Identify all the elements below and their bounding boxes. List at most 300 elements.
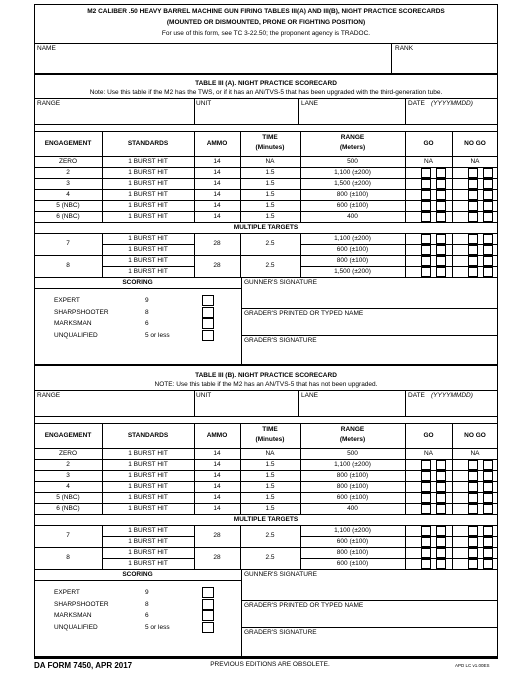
rule bbox=[194, 233, 195, 255]
no-go-checkbox[interactable] bbox=[468, 504, 478, 514]
rule bbox=[452, 459, 453, 470]
standard-cell: 1 BURST HIT bbox=[128, 257, 168, 264]
go-checkbox[interactable] bbox=[421, 190, 431, 200]
scoring-checkbox[interactable] bbox=[202, 295, 214, 306]
standard-cell: 1 BURST HIT bbox=[128, 538, 168, 545]
no-go-checkbox[interactable] bbox=[483, 504, 493, 514]
date-field[interactable] bbox=[407, 401, 496, 414]
rule bbox=[34, 98, 498, 99]
go-checkbox[interactable] bbox=[421, 526, 431, 536]
table-note: Note: Use this table if the M2 has the TWS, or if it has an AN/TVS-5 that has been upgraded with the third-generation tube. bbox=[89, 89, 443, 96]
go-checkbox[interactable] bbox=[436, 245, 446, 255]
go-checkbox[interactable] bbox=[421, 471, 431, 481]
engagement-cell: 3 bbox=[66, 180, 70, 187]
ammo-cell: 14 bbox=[213, 202, 221, 209]
rule bbox=[405, 470, 406, 481]
ammo-cell: 28 bbox=[213, 554, 221, 561]
no-go-checkbox[interactable] bbox=[468, 201, 478, 211]
gunner-signature-label: GUNNER'S SIGNATURE bbox=[244, 571, 317, 578]
scoring-checkbox[interactable] bbox=[202, 610, 214, 621]
scoring-checkbox[interactable] bbox=[202, 307, 214, 318]
no-go-checkbox[interactable] bbox=[483, 460, 493, 470]
rule bbox=[34, 277, 498, 278]
zero-cell: NA bbox=[265, 158, 275, 165]
no-go-checkbox[interactable] bbox=[483, 559, 493, 569]
no-go-checkbox[interactable] bbox=[483, 526, 493, 536]
ammo-cell: 14 bbox=[213, 494, 221, 501]
lane-field[interactable] bbox=[301, 401, 402, 414]
rule bbox=[452, 503, 453, 514]
standard-cell: 1 BURST HIT bbox=[128, 180, 168, 187]
no-go-checkbox[interactable] bbox=[483, 212, 493, 222]
rule bbox=[452, 167, 453, 178]
rule bbox=[194, 178, 195, 189]
no-go-checkbox[interactable] bbox=[468, 482, 478, 492]
no-go-checkbox[interactable] bbox=[468, 245, 478, 255]
time-cell: 1.5 bbox=[265, 202, 275, 209]
rule bbox=[194, 390, 195, 416]
date-label: DATE bbox=[408, 392, 425, 399]
rule bbox=[194, 470, 195, 481]
range-cell: 800 (±100) bbox=[336, 549, 369, 556]
go-checkbox[interactable] bbox=[436, 559, 446, 569]
time-cell: 1.5 bbox=[265, 213, 275, 220]
standard-cell: 1 BURST HIT bbox=[128, 505, 168, 512]
grader-name-field[interactable] bbox=[244, 319, 495, 333]
rule bbox=[102, 167, 103, 178]
range-field[interactable] bbox=[36, 401, 192, 414]
no-go-checkbox[interactable] bbox=[483, 245, 493, 255]
go-checkbox[interactable] bbox=[436, 537, 446, 547]
version-note: APD LC v1.00ES bbox=[455, 663, 490, 668]
rule bbox=[300, 156, 301, 167]
rule bbox=[300, 189, 301, 200]
rule bbox=[34, 73, 498, 75]
zero-cell: 1 BURST HIT bbox=[128, 158, 168, 165]
scoring-rating: MARKSMAN bbox=[54, 320, 92, 327]
no-go-checkbox[interactable] bbox=[468, 537, 478, 547]
rule bbox=[194, 448, 195, 459]
standard-cell: 1 BURST HIT bbox=[128, 483, 168, 490]
ammo-cell: 14 bbox=[213, 180, 221, 187]
rule bbox=[34, 124, 498, 125]
rule bbox=[34, 448, 498, 449]
engagement-cell: 6 (NBC) bbox=[56, 213, 80, 220]
rule bbox=[240, 481, 241, 492]
rule bbox=[240, 255, 241, 277]
no-go-checkbox[interactable] bbox=[468, 190, 478, 200]
unit-label: UNIT bbox=[196, 100, 212, 107]
zero-cell: ZERO bbox=[58, 158, 78, 165]
rule bbox=[102, 189, 103, 200]
no-go-checkbox[interactable] bbox=[468, 548, 478, 558]
go-checkbox[interactable] bbox=[436, 212, 446, 222]
go-checkbox[interactable] bbox=[421, 504, 431, 514]
rule bbox=[405, 156, 406, 167]
standard-cell: 1 BURST HIT bbox=[128, 213, 168, 220]
scoring-checkbox[interactable] bbox=[202, 330, 214, 341]
scoring-value: 6 bbox=[145, 612, 149, 619]
rule bbox=[34, 131, 498, 132]
scoring-rating: MARKSMAN bbox=[54, 612, 92, 619]
rule bbox=[391, 43, 392, 73]
scoring-rating: SHARPSHOOTER bbox=[54, 308, 109, 316]
rule bbox=[34, 288, 241, 289]
rule bbox=[34, 43, 498, 44]
rule bbox=[240, 459, 241, 470]
rule bbox=[405, 492, 406, 503]
col-standards: STANDARDS bbox=[127, 432, 169, 439]
col-time-unit: (Minutes) bbox=[255, 144, 285, 151]
no-go-checkbox[interactable] bbox=[483, 179, 493, 189]
rule bbox=[452, 470, 453, 481]
no-go-checkbox[interactable] bbox=[483, 267, 493, 277]
engagement-cell: 2 bbox=[66, 169, 70, 176]
no-go-checkbox[interactable] bbox=[483, 482, 493, 492]
ammo-cell: 14 bbox=[213, 191, 221, 198]
rule bbox=[452, 178, 453, 189]
engagement-cell: 2 bbox=[66, 461, 70, 468]
time-cell: 1.5 bbox=[265, 494, 275, 501]
no-go-checkbox[interactable] bbox=[483, 256, 493, 266]
rule bbox=[300, 448, 301, 459]
scoring-value: 9 bbox=[145, 297, 149, 304]
scoring-checkbox[interactable] bbox=[202, 622, 214, 633]
rule bbox=[452, 189, 453, 200]
go-checkbox[interactable] bbox=[421, 201, 431, 211]
engagement-cell: 8 bbox=[66, 262, 70, 269]
rule bbox=[102, 156, 103, 167]
gunner-signature-field[interactable] bbox=[244, 580, 495, 598]
rule bbox=[102, 459, 103, 470]
go-checkbox[interactable] bbox=[436, 168, 446, 178]
rule bbox=[240, 211, 241, 222]
no-go-checkbox[interactable] bbox=[483, 471, 493, 481]
scoring-value: 8 bbox=[145, 600, 149, 608]
rule bbox=[102, 211, 103, 222]
rule bbox=[405, 200, 406, 211]
rule bbox=[102, 536, 194, 537]
go-checkbox[interactable] bbox=[421, 168, 431, 178]
standard-cell: 1 BURST HIT bbox=[128, 268, 168, 275]
engagement-cell: 5 (NBC) bbox=[56, 202, 80, 209]
go-checkbox[interactable] bbox=[436, 504, 446, 514]
rule bbox=[240, 156, 241, 167]
go-checkbox[interactable] bbox=[421, 245, 431, 255]
no-go-checkbox[interactable] bbox=[483, 548, 493, 558]
no-go-checkbox[interactable] bbox=[483, 168, 493, 178]
rule bbox=[300, 167, 301, 178]
rule bbox=[194, 255, 195, 277]
scoring-rating: EXPERT bbox=[54, 589, 80, 596]
go-checkbox[interactable] bbox=[421, 267, 431, 277]
range-cell: 600 (±100) bbox=[336, 560, 369, 567]
no-go-checkbox[interactable] bbox=[468, 493, 478, 503]
engagement-cell: 5 (NBC) bbox=[56, 494, 80, 501]
rule bbox=[300, 178, 301, 189]
rule bbox=[405, 503, 406, 514]
name-label: NAME bbox=[37, 45, 56, 52]
scoring-value: 5 or less bbox=[145, 331, 170, 339]
no-go-checkbox[interactable] bbox=[483, 537, 493, 547]
rule bbox=[405, 459, 406, 470]
go-checkbox[interactable] bbox=[436, 471, 446, 481]
col-time-unit: (Minutes) bbox=[255, 436, 285, 443]
time-cell: 1.5 bbox=[265, 191, 275, 198]
time-cell: 2.5 bbox=[265, 532, 275, 539]
zero-cell: 500 bbox=[347, 158, 358, 165]
standard-cell: 1 BURST HIT bbox=[128, 472, 168, 479]
standard-cell: 1 BURST HIT bbox=[128, 560, 168, 567]
no-go-checkbox[interactable] bbox=[483, 234, 493, 244]
engagement-cell: 7 bbox=[66, 240, 70, 247]
standard-cell: 1 BURST HIT bbox=[128, 169, 168, 176]
no-go-checkbox[interactable] bbox=[468, 168, 478, 178]
time-cell: 2.5 bbox=[265, 554, 275, 561]
go-checkbox[interactable] bbox=[436, 482, 446, 492]
grader-name-label: GRADER'S PRINTED OR TYPED NAME bbox=[244, 602, 364, 609]
no-go-checkbox[interactable] bbox=[483, 493, 493, 503]
rule bbox=[194, 167, 195, 178]
zero-cell: NA bbox=[423, 158, 434, 165]
rule bbox=[452, 492, 453, 503]
no-go-checkbox[interactable] bbox=[468, 267, 478, 277]
scoring-checkbox[interactable] bbox=[202, 318, 214, 329]
ammo-cell: 28 bbox=[213, 262, 221, 269]
go-checkbox[interactable] bbox=[421, 256, 431, 266]
scoring-checkbox[interactable] bbox=[202, 587, 214, 598]
go-checkbox[interactable] bbox=[436, 548, 446, 558]
standard-cell: 1 BURST HIT bbox=[128, 202, 168, 209]
rule bbox=[240, 167, 241, 178]
go-checkbox[interactable] bbox=[436, 201, 446, 211]
range-field[interactable] bbox=[36, 109, 192, 122]
grader-name-field[interactable] bbox=[244, 611, 495, 625]
range-cell: 1,100 (±200) bbox=[334, 461, 371, 468]
rule bbox=[300, 200, 301, 211]
engagement-cell: 7 bbox=[66, 532, 70, 539]
go-checkbox[interactable] bbox=[436, 267, 446, 277]
lane-field[interactable] bbox=[301, 109, 402, 122]
col-go: GO bbox=[423, 432, 434, 439]
ammo-cell: 14 bbox=[213, 213, 221, 220]
rule bbox=[34, 416, 498, 417]
rule bbox=[194, 200, 195, 211]
rule bbox=[405, 448, 406, 459]
gunner-signature-label: GUNNER'S SIGNATURE bbox=[244, 279, 317, 286]
time-cell: 2.5 bbox=[265, 262, 275, 269]
scoring-rating: SHARPSHOOTER bbox=[54, 600, 109, 608]
rule bbox=[452, 211, 453, 222]
rule bbox=[241, 277, 242, 364]
col-ammo: AMMO bbox=[206, 432, 228, 439]
rule bbox=[405, 481, 406, 492]
go-checkbox[interactable] bbox=[421, 212, 431, 222]
go-checkbox[interactable] bbox=[436, 526, 446, 536]
rule bbox=[240, 448, 241, 459]
rule bbox=[194, 503, 195, 514]
go-checkbox[interactable] bbox=[436, 234, 446, 244]
rule bbox=[102, 481, 103, 492]
no-go-checkbox[interactable] bbox=[468, 234, 478, 244]
rule bbox=[34, 423, 498, 424]
rule bbox=[194, 481, 195, 492]
zero-cell: NA bbox=[470, 450, 480, 457]
ammo-cell: 14 bbox=[213, 505, 221, 512]
no-go-checkbox[interactable] bbox=[468, 212, 478, 222]
rule bbox=[241, 627, 498, 628]
no-go-checkbox[interactable] bbox=[468, 256, 478, 266]
form-number: DA FORM 7450, APR 2017 bbox=[34, 661, 133, 670]
table-title: TABLE III (B). NIGHT PRACTICE SCORECARD bbox=[195, 372, 337, 379]
no-go-checkbox[interactable] bbox=[468, 471, 478, 481]
multiple-targets-label: MULTIPLE TARGETS bbox=[233, 516, 299, 523]
no-go-checkbox[interactable] bbox=[468, 559, 478, 569]
grader-signature-label: GRADER'S SIGNATURE bbox=[244, 337, 317, 344]
rule bbox=[241, 569, 242, 656]
scoring-value: 8 bbox=[145, 308, 149, 316]
rule bbox=[194, 525, 195, 547]
rule bbox=[241, 308, 498, 309]
go-checkbox[interactable] bbox=[436, 493, 446, 503]
standard-cell: 1 BURST HIT bbox=[128, 494, 168, 501]
no-go-checkbox[interactable] bbox=[483, 190, 493, 200]
rule bbox=[300, 470, 301, 481]
grader-signature-field[interactable] bbox=[244, 346, 495, 360]
ammo-cell: 28 bbox=[213, 532, 221, 539]
rule bbox=[240, 200, 241, 211]
scoring-value: 5 or less bbox=[145, 623, 170, 631]
no-go-checkbox[interactable] bbox=[468, 460, 478, 470]
rule bbox=[194, 547, 195, 569]
grader-signature-field[interactable] bbox=[244, 638, 495, 652]
zero-cell: NA bbox=[265, 450, 275, 457]
rule bbox=[194, 98, 195, 124]
table-title: TABLE III (A). NIGHT PRACTICE SCORECARD bbox=[195, 80, 337, 87]
time-cell: 1.5 bbox=[265, 505, 275, 512]
rule bbox=[194, 211, 195, 222]
col-time: TIME bbox=[262, 134, 278, 141]
rule bbox=[300, 211, 301, 222]
scoring-label: SCORING bbox=[122, 279, 153, 286]
standard-cell: 1 BURST HIT bbox=[128, 461, 168, 468]
lane-label: LANE bbox=[301, 392, 318, 399]
no-go-checkbox[interactable] bbox=[468, 526, 478, 536]
time-cell: 1.5 bbox=[265, 461, 275, 468]
scoring-checkbox[interactable] bbox=[202, 599, 214, 610]
range-cell: 600 (±100) bbox=[336, 538, 369, 545]
go-checkbox[interactable] bbox=[436, 190, 446, 200]
rule bbox=[452, 481, 453, 492]
rule bbox=[240, 178, 241, 189]
rule bbox=[240, 189, 241, 200]
rule bbox=[102, 244, 194, 245]
col-standards: STANDARDS bbox=[127, 140, 169, 147]
rule bbox=[405, 211, 406, 222]
col-engagement: ENGAGEMENT bbox=[44, 432, 92, 439]
standard-cell: 1 BURST HIT bbox=[128, 549, 168, 556]
table-note: NOTE: Use this table if the M2 has an AN/TVS-5 that has not been upgraded. bbox=[154, 381, 378, 388]
rule bbox=[240, 233, 241, 255]
go-checkbox[interactable] bbox=[421, 460, 431, 470]
go-checkbox[interactable] bbox=[436, 460, 446, 470]
name-field[interactable] bbox=[38, 55, 388, 71]
go-checkbox[interactable] bbox=[421, 559, 431, 569]
date-format-label: (YYYYMMDD) bbox=[431, 392, 473, 399]
range-cell: 1,100 (±200) bbox=[334, 235, 371, 242]
engagement-cell: 4 bbox=[66, 483, 70, 490]
rule bbox=[240, 547, 241, 569]
range-cell: 1,100 (±200) bbox=[334, 169, 371, 176]
go-checkbox[interactable] bbox=[421, 179, 431, 189]
go-checkbox[interactable] bbox=[421, 482, 431, 492]
rule bbox=[102, 178, 103, 189]
rule bbox=[240, 503, 241, 514]
rank-field[interactable] bbox=[395, 55, 495, 71]
obsolete-note: PREVIOUS EDITIONS ARE OBSOLETE. bbox=[210, 661, 330, 668]
go-checkbox[interactable] bbox=[421, 548, 431, 558]
col-go: GO bbox=[423, 140, 434, 147]
range-cell: 800 (±100) bbox=[336, 257, 369, 264]
range-label: RANGE bbox=[37, 100, 61, 107]
range-cell: 600 (±100) bbox=[336, 494, 369, 501]
col-range: RANGE bbox=[340, 426, 365, 433]
rule bbox=[102, 558, 194, 559]
rule bbox=[102, 503, 103, 514]
zero-cell: 14 bbox=[213, 158, 221, 165]
col-no-go: NO GO bbox=[464, 432, 486, 439]
rule bbox=[34, 156, 498, 157]
rule bbox=[452, 200, 453, 211]
unit-field[interactable] bbox=[196, 401, 296, 414]
range-cell: 600 (±100) bbox=[336, 202, 369, 209]
rule bbox=[194, 459, 195, 470]
rule bbox=[298, 390, 299, 416]
multiple-targets-label: MULTIPLE TARGETS bbox=[233, 224, 299, 231]
go-checkbox[interactable] bbox=[436, 256, 446, 266]
rule bbox=[194, 189, 195, 200]
rule bbox=[300, 481, 301, 492]
rule bbox=[405, 178, 406, 189]
rule bbox=[452, 156, 453, 167]
go-checkbox[interactable] bbox=[421, 234, 431, 244]
go-checkbox[interactable] bbox=[436, 179, 446, 189]
zero-cell: NA bbox=[423, 450, 434, 457]
range-cell: 800 (±100) bbox=[336, 191, 369, 198]
rule bbox=[452, 448, 453, 459]
go-checkbox[interactable] bbox=[421, 493, 431, 503]
no-go-checkbox[interactable] bbox=[483, 201, 493, 211]
section-divider bbox=[34, 364, 498, 366]
col-no-go: NO GO bbox=[464, 140, 486, 147]
range-cell: 800 (±100) bbox=[336, 483, 369, 490]
ammo-cell: 14 bbox=[213, 483, 221, 490]
rule bbox=[405, 189, 406, 200]
rule bbox=[34, 222, 498, 223]
col-ammo: AMMO bbox=[206, 140, 228, 147]
no-go-checkbox[interactable] bbox=[468, 179, 478, 189]
scoring-value: 6 bbox=[145, 320, 149, 327]
gunner-signature-field[interactable] bbox=[244, 288, 495, 306]
unit-field[interactable] bbox=[196, 109, 296, 122]
standard-cell: 1 BURST HIT bbox=[128, 246, 168, 253]
time-cell: 1.5 bbox=[265, 169, 275, 176]
date-field[interactable] bbox=[407, 109, 496, 122]
go-checkbox[interactable] bbox=[421, 537, 431, 547]
ammo-cell: 14 bbox=[213, 472, 221, 479]
time-cell: 1.5 bbox=[265, 483, 275, 490]
rank-label: RANK bbox=[395, 45, 414, 52]
